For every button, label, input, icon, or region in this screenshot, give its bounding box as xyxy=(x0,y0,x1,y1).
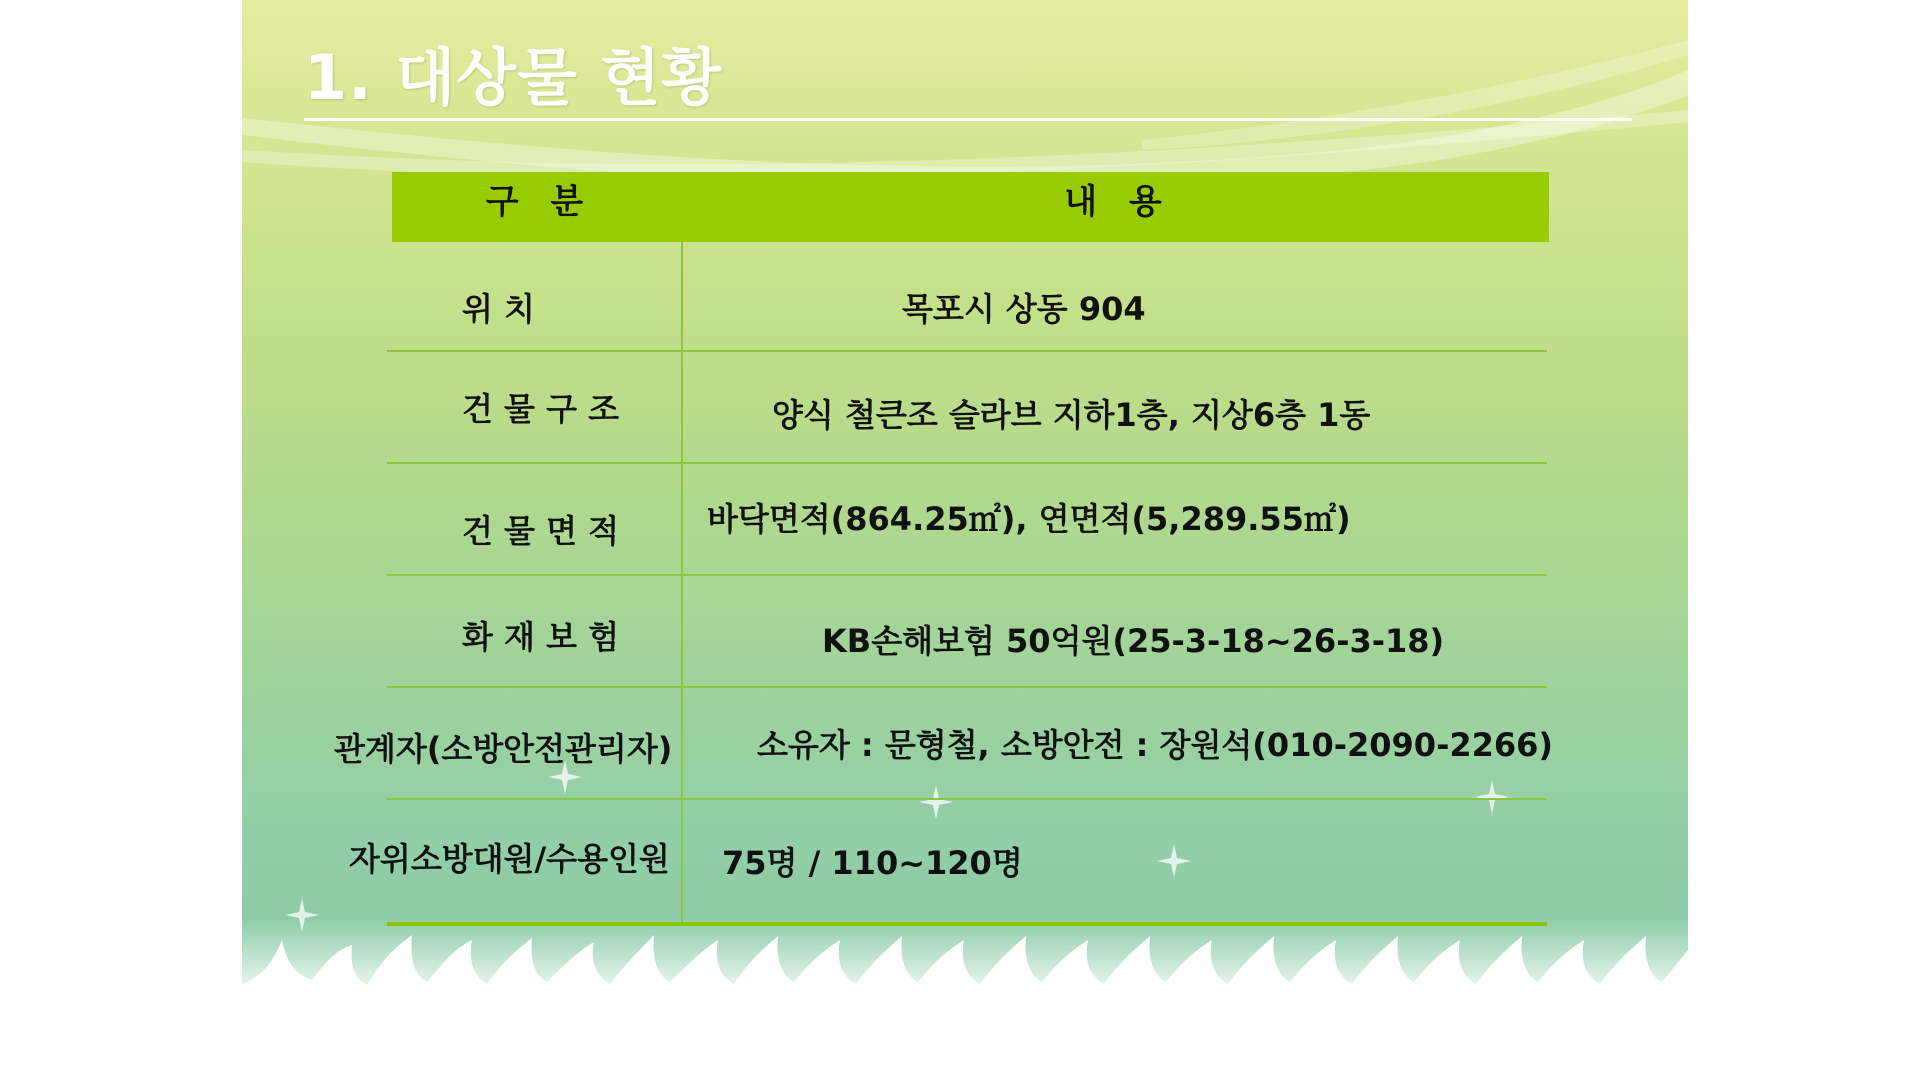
table-header xyxy=(392,172,1549,242)
row-divider xyxy=(387,798,1547,800)
bottom-white-band xyxy=(242,1020,1688,1080)
row-value-stakeholder: 소유자 : 문형철, 소방안전 : 장원석(010-2090-2266) xyxy=(757,726,1554,764)
header-category: 구 분 xyxy=(485,182,594,222)
row-value-area: 바닥면적(864.25㎡), 연면적(5,289.55㎡) xyxy=(707,500,1351,538)
slide-title: 1. 대상물 현황 xyxy=(304,41,723,114)
row-label-area: 건 물 면 적 xyxy=(462,512,620,550)
row-value-location: 목포시 상동 904 xyxy=(902,290,1146,328)
slide xyxy=(242,0,1688,1080)
row-divider xyxy=(387,350,1547,352)
row-value-structure: 양식 철큰조 슬라브 지하1층, 지상6층 1동 xyxy=(772,396,1371,434)
row-divider xyxy=(387,686,1547,688)
row-label-insurance: 화 재 보 험 xyxy=(462,618,620,656)
header-content: 내 용 xyxy=(1064,182,1172,222)
row-value-personnel: 75명 / 110~120명 xyxy=(722,844,1023,882)
row-divider xyxy=(387,462,1547,464)
row-divider xyxy=(387,574,1547,576)
title-divider xyxy=(304,118,1632,121)
column-divider xyxy=(681,242,683,922)
row-label-stakeholder: 관계자(소방안전관리자) xyxy=(334,730,673,768)
row-label-location: 위 치 xyxy=(462,290,535,328)
row-label-personnel: 자위소방대원/수용인원 xyxy=(349,840,670,878)
row-label-structure: 건 물 구 조 xyxy=(462,390,620,428)
background-art xyxy=(242,0,1688,1080)
row-value-insurance: KB손해보험 50억원(25-3-18~26-3-18) xyxy=(822,622,1445,660)
table-bottom-border xyxy=(387,922,1547,926)
